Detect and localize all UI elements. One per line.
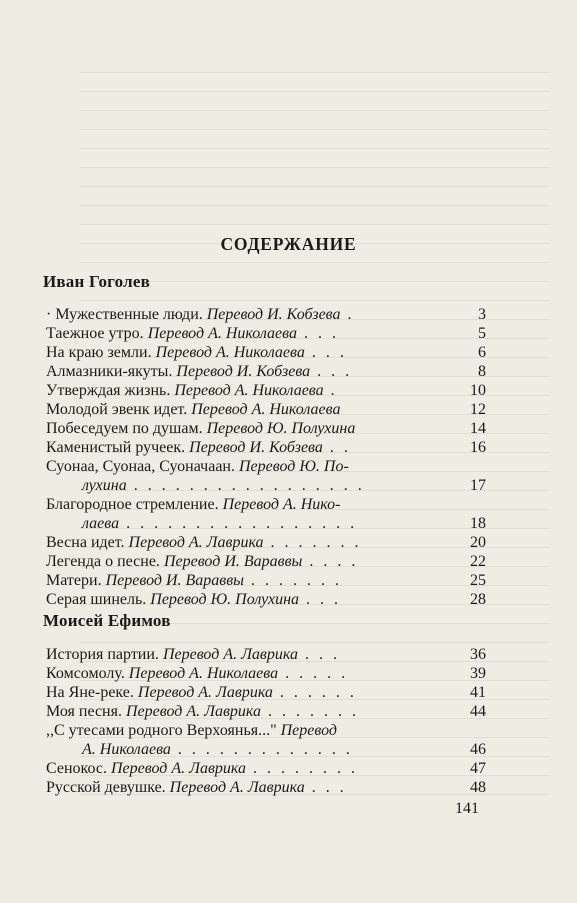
entry-line xyxy=(46,552,358,571)
entry-page-number: 6 xyxy=(478,344,486,361)
entry-translator: Перевод Ю. Полухина xyxy=(206,420,356,437)
entry-line xyxy=(46,419,355,438)
entry-page-number: 17 xyxy=(470,477,486,494)
entry-translator: Перевод А. Николаева xyxy=(128,665,279,682)
entry-line xyxy=(46,457,349,476)
entry-title: Молодой эвенк идет. xyxy=(46,401,188,418)
entry-leader-dots: . . . xyxy=(297,646,340,663)
toc-entry xyxy=(46,702,486,721)
author-heading: Иван Гоголев xyxy=(43,272,151,291)
entry-translator: Перевод А. Лаврика xyxy=(162,646,298,663)
toc-entry xyxy=(46,533,486,552)
toc-entry xyxy=(46,721,486,759)
toc-list xyxy=(46,645,486,797)
entry-translator: Перевод И. Кобзева xyxy=(189,439,323,456)
entry-line xyxy=(46,683,357,702)
entry-leader-dots: . . . xyxy=(304,344,347,361)
entry-title: Суонаа, Суонаа, Суоначаан. xyxy=(46,458,235,475)
toc-entry xyxy=(46,664,486,683)
entry-line xyxy=(46,533,362,552)
entry-translator: Перевод xyxy=(280,722,337,739)
entry-page-number: 12 xyxy=(470,401,486,418)
entry-translator: Перевод И. Вараввы xyxy=(163,553,303,570)
entry-translator: Перевод И. Кобзева xyxy=(206,306,341,323)
entry-line xyxy=(46,664,348,683)
entry-translator-continued: лухина xyxy=(82,477,127,494)
entry-page-number: 44 xyxy=(470,703,486,720)
entry-line xyxy=(46,778,347,797)
entry-title: Утверждая жизнь. xyxy=(46,382,171,399)
entry-title: Сенокос. xyxy=(46,760,107,777)
entry-translator: Перевод А. Лаврика xyxy=(137,684,273,701)
entry-title: Русской девушке. xyxy=(46,779,166,796)
entry-leader-dots: . . . . xyxy=(302,553,359,570)
entry-title: Побеседуем по душам. xyxy=(46,420,203,437)
entry-translator: Перевод Ю. По- xyxy=(239,458,349,475)
entry-title: ,,С утесами родного Верхоянья..." xyxy=(46,722,277,739)
page-number: 141 xyxy=(455,800,479,817)
entry-title: История партии. xyxy=(46,646,159,663)
entry-line xyxy=(46,343,347,362)
toc-entry xyxy=(46,645,486,664)
entry-page-number: 20 xyxy=(470,534,486,551)
entry-translator: Перевод А. Лаврика xyxy=(128,534,264,551)
entry-translator: Перевод А. Лаврика xyxy=(169,779,305,796)
entry-title: Алмазники-якуты. xyxy=(46,363,173,380)
entry-translator: Перевод А. Николаева xyxy=(147,325,297,342)
toc-entry xyxy=(46,343,486,362)
toc-entry xyxy=(46,419,486,438)
entry-leader-dots: . . . . . . . . . . . . . . . . . xyxy=(119,515,358,532)
entry-leader-dots: . . . . . . . xyxy=(263,534,362,551)
entry-leader-dots: . . . . . xyxy=(278,665,349,682)
toc-entry xyxy=(46,362,486,381)
entry-translator: Перевод А. Николаева xyxy=(155,344,305,361)
entry-leader-dots: . . . . . . . . . . . . . . . . . xyxy=(126,477,365,494)
entry-leader-dots: . . . . . . . . . . . . . xyxy=(170,741,353,758)
entry-translator: Перевод А. Николаева xyxy=(174,382,324,399)
entry-title: Серая шинель. xyxy=(46,591,147,608)
entry-line xyxy=(46,645,340,664)
entry-page-number: 18 xyxy=(470,515,486,532)
entry-page-number: 3 xyxy=(478,306,486,323)
entry-translator: Перевод А. Лаврика xyxy=(125,703,261,720)
entry-continuation xyxy=(82,740,353,759)
entry-leader-dots: . . . xyxy=(299,591,342,608)
entry-leader-dots: . . . xyxy=(296,325,339,342)
toc-entry xyxy=(46,552,486,571)
toc-entry xyxy=(46,590,486,609)
entry-page-number: 36 xyxy=(470,646,486,663)
entry-leader-dots: . . . xyxy=(310,363,353,380)
page-title: СОДЕРЖАНИЕ xyxy=(220,234,357,254)
entry-continuation xyxy=(82,476,365,495)
entry-title: Комсомолу. xyxy=(46,665,125,682)
entry-title: Матери. xyxy=(46,572,102,589)
toc-entry xyxy=(46,438,486,457)
entry-page-number: 47 xyxy=(470,760,486,777)
toc-entry xyxy=(46,759,486,778)
entry-title: Легенда о песне. xyxy=(46,553,160,570)
entry-title: На Яне-реке. xyxy=(46,684,134,701)
entry-line xyxy=(46,702,359,721)
entry-leader-dots: . . . . . . . . xyxy=(246,760,359,777)
entry-translator-continued: А. Николаева xyxy=(82,741,171,758)
entry-line xyxy=(46,381,338,400)
entry-leader-dots: . xyxy=(340,306,355,323)
entry-leader-dots: . . . . . . . xyxy=(260,703,359,720)
toc-entry xyxy=(46,495,486,533)
entry-page-number: 46 xyxy=(470,741,486,758)
entry-page-number: 8 xyxy=(478,363,486,380)
toc-entry xyxy=(46,324,486,343)
entry-page-number: 39 xyxy=(470,665,486,682)
toc-entry xyxy=(46,571,486,590)
entry-leader-dots: . . . . . . . xyxy=(244,572,343,589)
entry-line xyxy=(46,571,342,590)
entry-leader-dots: . . . xyxy=(304,779,347,796)
toc-entry xyxy=(46,400,486,419)
entry-title: Весна идет. xyxy=(46,534,125,551)
entry-translator: Перевод А. Лаврика xyxy=(111,760,247,777)
toc-list xyxy=(46,305,486,609)
toc-entry xyxy=(46,305,486,324)
entry-line xyxy=(46,362,352,381)
entry-line xyxy=(46,495,341,514)
entry-translator: Перевод Ю. Полухина xyxy=(150,591,300,608)
entry-translator: Перевод А. Нико- xyxy=(222,496,341,513)
entry-page-number: 10 xyxy=(470,382,486,399)
entry-line xyxy=(46,590,341,609)
toc-entry xyxy=(46,683,486,702)
entry-page-number: 41 xyxy=(470,684,486,701)
entry-title: Таежное утро. xyxy=(46,325,144,342)
entry-leader-dots: . . xyxy=(322,439,351,456)
entry-mark: · xyxy=(46,306,56,323)
entry-page-number: 14 xyxy=(470,420,486,437)
entry-page-number: 5 xyxy=(478,325,486,342)
entry-leader-dots: . . . . . . xyxy=(272,684,357,701)
entry-translator: Перевод И. Кобзева xyxy=(176,363,311,380)
author-heading: Моисей Ефимов xyxy=(43,611,171,630)
entry-line xyxy=(46,324,339,343)
entry-page-number: 25 xyxy=(470,572,486,589)
entry-title: Мужественные люди. xyxy=(55,306,203,323)
entry-page-number: 48 xyxy=(470,779,486,796)
entry-line xyxy=(46,721,337,740)
toc-entry xyxy=(46,778,486,797)
toc-entry xyxy=(46,457,486,495)
entry-page-number: 22 xyxy=(470,553,486,570)
entry-title: Благородное стремление. xyxy=(46,496,219,513)
entry-title: Моя песня. xyxy=(46,703,122,720)
entry-line xyxy=(46,438,351,457)
entry-title: На краю земли. xyxy=(46,344,152,361)
entry-title: Каменистый ручеек. xyxy=(46,439,186,456)
entry-translator: Перевод А. Николаева xyxy=(191,401,341,418)
entry-leader-dots: . xyxy=(323,382,338,399)
entry-line xyxy=(46,759,358,778)
toc-entry xyxy=(46,381,486,400)
entry-page-number: 16 xyxy=(470,439,486,456)
entry-page-number: 28 xyxy=(470,591,486,608)
entry-translator-continued: лаева xyxy=(82,515,120,532)
entry-line xyxy=(46,305,355,324)
entry-continuation xyxy=(82,514,357,533)
entry-translator: Перевод И. Вараввы xyxy=(105,572,245,589)
entry-line xyxy=(46,400,341,419)
